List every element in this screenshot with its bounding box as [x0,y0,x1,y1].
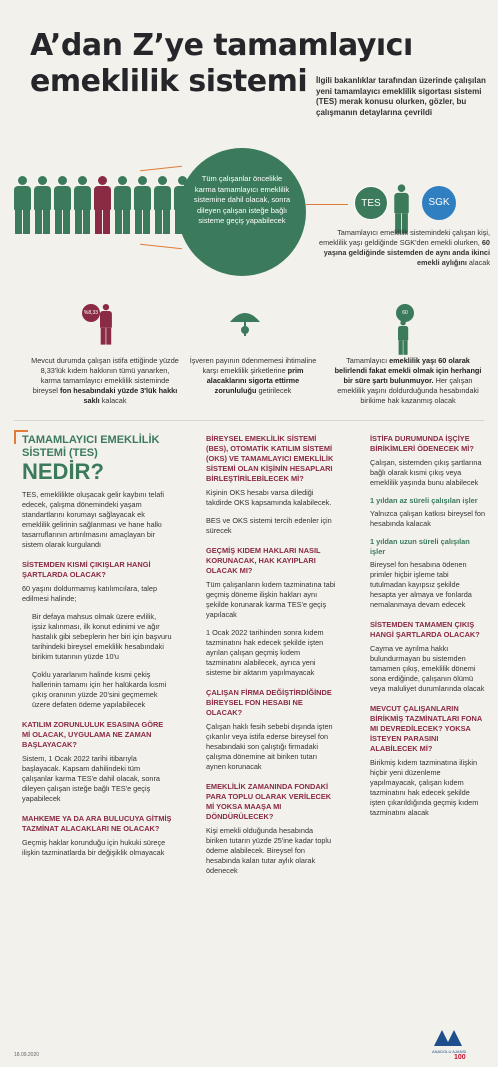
title-line-2: emeklilik sistemi [30,64,308,99]
section-divider [14,420,484,421]
arrow-connector [140,166,182,171]
top-col-right [334,356,482,406]
arrow-connector [306,204,348,205]
partial-exit-heading: SİSTEMDEN KISMİ ÇIKIŞLAR HANGİ ŞARTLARDA OLACAK? [22,560,151,579]
lump-sum-text: Kişi emekli olduğunda hesabında biriken tutarın yüzde 25'ine kadar toplu ödeme alabilecek. Bireysel fon hesabında kalan tutar aylık olarak ödenecek [206,826,332,875]
severance-rights-text-1: Tüm çalışanların kıdem tazminatına tabi geçmiş döneme ilişkin hakları aynı şekilde korunarak karma TES'e geçiş yapılacak [206,580,336,619]
top-col-left-text: Mevcut durumda çalışan istifa ettiğinde yüzde 8,33'lük kıdem hakkının tümü yanarken, karma tamamlayıcı emeklilik sisteminde bireysel [31,356,179,395]
corner-mark [14,430,28,444]
center-circle-text: Tüm çalışanlar öncelikle karma tamamlayıcı emeklilik sistemine dahil olacak, sonra dileyen çalışan isteğe bağlı sisteme geçiş yapabilecek [193,174,291,225]
worker-icon [34,176,51,234]
top-col-left [30,356,180,406]
worker-icon [398,320,408,355]
company-change-heading: ÇALIŞAN FİRMA DEĞİŞTİRDİĞİNDE BİREYSEL FON HESABI NE OLACAK? [206,688,332,717]
top-col-right-bold: emeklilik yaşı 60 olarak belirlendi fakat emekli olmak için herhangi bir süre şartı bulunmuyor. [334,356,482,385]
merge-accounts-heading: BİREYSEL EMEKLİLİK SİSTEMİ (BES), OTOMATİK KATILIM SİSTEMİ (OKS) VE TAMAMLAYICI EMEKLİLİK SİSTEMİ OLAN KİŞİNİN HESAPLARI BİRLEŞTİRİLEBİLECEK Mİ? [206,434,334,483]
top-col-left-end: kalacak [101,396,127,405]
percent-icon: %8,33 [82,304,100,322]
age-icon: 60 [396,304,414,322]
anadolu-agency-logo [430,1026,470,1060]
top-col-middle-end: getirilecek [258,386,292,395]
workers-group [14,176,191,234]
resignation-heading: İSTİFA DURUMUNDA İŞÇİYE BİRİKİMLERİ ÖDENECEK Mİ? [370,434,474,453]
long-term-text: Bireysel fon hesabına ödenen primler hiçbir işleme tabi tutulmadan kayıpsız şekilde hesapta yer almaya ve fonlarda nemalanmaya devam edecek [370,560,472,609]
logo-text: ANADOLU AJANSI [432,1049,467,1054]
worker-icon [100,304,112,345]
worker-icon [134,176,151,234]
top-col-right-text: Tamamlayıcı [346,356,388,365]
partial-exit-bullet-2: Çoklu yararlanım halinde kısmi çekiş hallerinin tamamı için her halükarda kısmi çıkış oranının yüzde 20'sini geçmemek üzere defaten ödeme yapılabilecek [32,670,167,709]
accumulated-heading: MEVCUT ÇALIŞANLARIN BİRİKMİŞ TAZMİNATLARI FONA MI DEVREDİLECEK? YOKSA İSTEYEN PARASINI ALABİLECEK Mİ? [370,704,482,753]
full-exit-text: Cayma ve ayrılma hakkı bulundurmayan bu sistemden tamamen çıkış, emeklilik dönemi sona erdiğinde, çalışanın ölümü veya maluliyet durumlarında olacak [370,644,485,693]
column-2 [206,434,336,884]
accumulated-text: Birikmiş kıdem tazminatına ilişkin hiçbir yeni düzenleme yapılmayacak, çalışan kıdem tazminatını hak edecek şekilde işten çıkarıldığında geçmiş kıdem tazminatını alacak [370,758,479,817]
retirement-info-text: Tamamlayıcı emeklilik sistemindeki çalışan kişi, emeklilik yaşı geldiğinde SGK'den emekli olurken, [319,228,490,247]
arrow-connector [140,244,182,249]
resignation-text: Çalışan, sistemden çıkış şartlarına bağlı olarak kısmi çıkış veya emeklilik yaşında bunu alabilecek [370,458,482,487]
sgk-badge: SGK [422,186,456,220]
company-change-text: Çalışan haklı fesih sebebi dışında işten çıkarılır veya istifa ederse bireysel fon hesabındaki son çalıştığı firmadaki çalışma dönemine ait biriken tutarı aynen korunacak [206,722,333,771]
top-col-left-bold: fon hesabındaki yüzde 3'lük hakkı saklı [59,386,178,405]
tes-heading-nedir: NEDİR? [22,459,104,484]
worker-icon [114,176,131,234]
worker-icon [154,176,171,234]
court-heading: MAHKEME YA DA ARA BULUCUYA GİTMİŞ TAZMİNAT ALACAKLARI NE OLACAK? [22,814,172,833]
short-term-subheading: 1 yıldan az süreli çalışılan işler [370,496,478,505]
footer-date: 18.09.2020 [14,1052,40,1058]
mandatory-heading: KATILIM ZORUNLULUK ESASINA GÖRE Mİ OLACAK, UYGULAMA NE ZAMAN BAŞLAYACAK? [22,720,164,749]
long-term-subheading: 1 yıldan uzun süreli çalışılan işler [370,537,470,556]
short-term-text: Yalnızca çalışan katkısı bireysel fon hesabında kalacak [370,509,486,528]
worker-icon [54,176,71,234]
top-col-right-end: Her çalışan emeklilik yaşını doldurduğunda hesabındaki birikime hak kazanmış olacak [337,376,479,405]
partial-exit-bullet-1: Bir defaya mahsus olmak üzere evlilik, işsiz kalınması, ilk konut edinimi ve ağır hastalık gibi sebeplerin her biri için başvuru tarihindeki bireysel emeklilik hesabındaki birikim tutarının yüzde 10'u [32,612,172,661]
tes-description: TES, emeklilikte oluşacak gelir kaybını telafi edecek, çalışma dönemindeki yaşam standartlarını korumayı sağlayacak ek emeklilik gelirinin sağlanması ve hane halkı tasarruflarının artırılmasını amaçlayan bir sistem olarak kurgulandı [22,490,164,549]
court-text: Geçmiş haklar korunduğu için hukuki süreçe ilişkin tazminatlarda bir değişiklik olmayacak [22,838,166,857]
worker-icon-highlight [94,176,111,234]
intro-text: İlgili bakanlıklar tarafından üzerinde çalışılan yeni tamamlayıcı emeklilik sigortası sistemi (TES) merak konusu olurken, gözler, bu çalışmanın detaylarına çevrildi [316,76,486,117]
column-3 [370,434,486,826]
title-line-1: A’dan Z’ye tamamlayıcı [30,28,413,63]
tes-badge: TES [354,186,388,220]
logo-100: 100 [454,1054,466,1060]
worker-icon [74,176,91,234]
partial-exit-text: 60 yaşını doldurmamış katılımcılara, talep edilmesi halinde; [22,584,158,603]
top-col-middle-text: İşveren payının ödenmemesi ihtimaline karşı emeklilik şirketlerine [189,356,317,375]
center-circle [178,148,306,276]
full-exit-heading: SİSTEMDEN TAMAMEN ÇIKIŞ HANGİ ŞARTLARDA OLACAK? [370,620,480,639]
lump-sum-heading: EMEKLİLİK ZAMANINDA FONDAKİ PARA TOPLU OLARAK VERİLECEK Mİ YOKSA MAAŞA MI DÖNDÜRÜLECEK? [206,782,332,821]
top-col-middle-bold: prim alacaklarını sigorta ettirme zorunluluğu [206,366,304,395]
mandatory-text: Sistem, 1 Ocak 2022 tarihi itibarıyla başlayacak. Kapsam dahilindeki tüm çalışanlar karma TES'e dahil olacak, sonra dileyen çalışan isteğe bağlı TES'e geçiş yapabilecek [22,754,160,803]
merge-accounts-text-2: BES ve OKS sistemi tercih edenler için sürecek [206,516,332,535]
worker-icon [14,176,31,234]
retirement-info-bold: 60 yaşına geldiğinde sistemden de aynı anda ikinci emekli aylığını [323,238,490,267]
umbrella-icon [228,306,262,340]
severance-rights-text-2: 1 Ocak 2022 tarihinden sonra kıdem tazminatını hak edecek şekilde işten ayrılan çalışan geçmiş kıdem tazminatını alabilecek, ayrıca yeni sisteme bir aktarım yapılmayacak [206,628,324,677]
severance-rights-heading: GEÇMİŞ KIDEM HAKLARI NASIL KORUNACAK, HAK KAYIPLARI OLACAK MI? [206,546,321,575]
merge-accounts-text-1: Kişinin OKS hesabı varsa dilediği takdirde OKS kapsamında kalabilecek. [206,488,332,507]
retirement-info [318,228,490,268]
retirement-info-end: alacak [468,258,490,267]
column-1 [22,434,172,866]
top-col-middle [188,356,318,396]
tes-heading: TAMAMLAYICI EMEKLİLİK SİSTEMİ (TES) [22,434,160,459]
